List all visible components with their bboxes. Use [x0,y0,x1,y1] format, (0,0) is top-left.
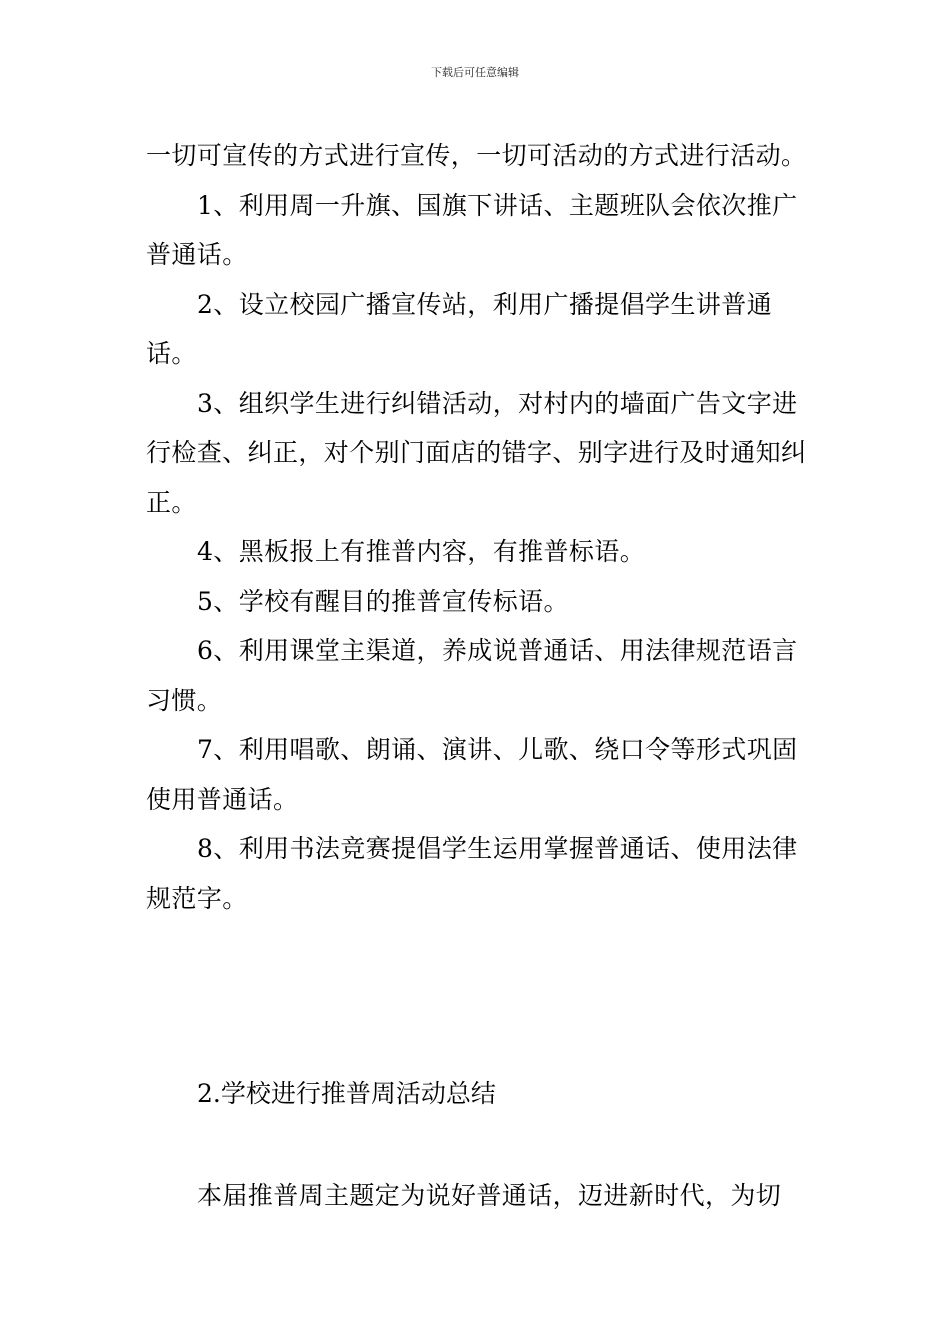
paragraph-continuation: 一切可宣传的方式进行宣传，一切可活动的方式进行活动。 [146,141,807,170]
body-text [146,131,808,923]
section-heading: 2.学校进行推普周活动总结 [197,1079,496,1108]
list-item-4: 4、黑板报上有推普内容，有推普标语。 [197,537,646,566]
list-item-7: 7、利用唱歌、朗诵、演讲、儿歌、绕口令等形式巩固使用普通话。 [146,735,798,814]
list-item-2: 2、设立校园广播宣传站，利用广播提倡学生讲普通话。 [146,289,773,368]
list-item-5: 5、学校有醒目的推普宣传标语。 [197,586,569,616]
list-item-3: 3、组织学生进行纠错活动，对村内的墙面广告文字进行检查、纠正，对个别门面店的错字、别字进行及时通知纠正。 [146,388,807,517]
list-item-1: 1、利用周一升旗、国旗下讲话、主题班队会依次推广普通话。 [146,190,798,269]
page-header-note: 下载后可任意编辑 [431,66,519,79]
section-first-paragraph: 本届推普周主题定为说好普通话，迈进新时代，为切 [197,1181,782,1210]
list-item-6: 6、利用课堂主渠道，养成说普通话、用法律规范语言习惯。 [146,636,798,715]
list-item-8: 8、利用书法竞赛提倡学生运用掌握普通话、使用法律规范字。 [146,834,798,913]
